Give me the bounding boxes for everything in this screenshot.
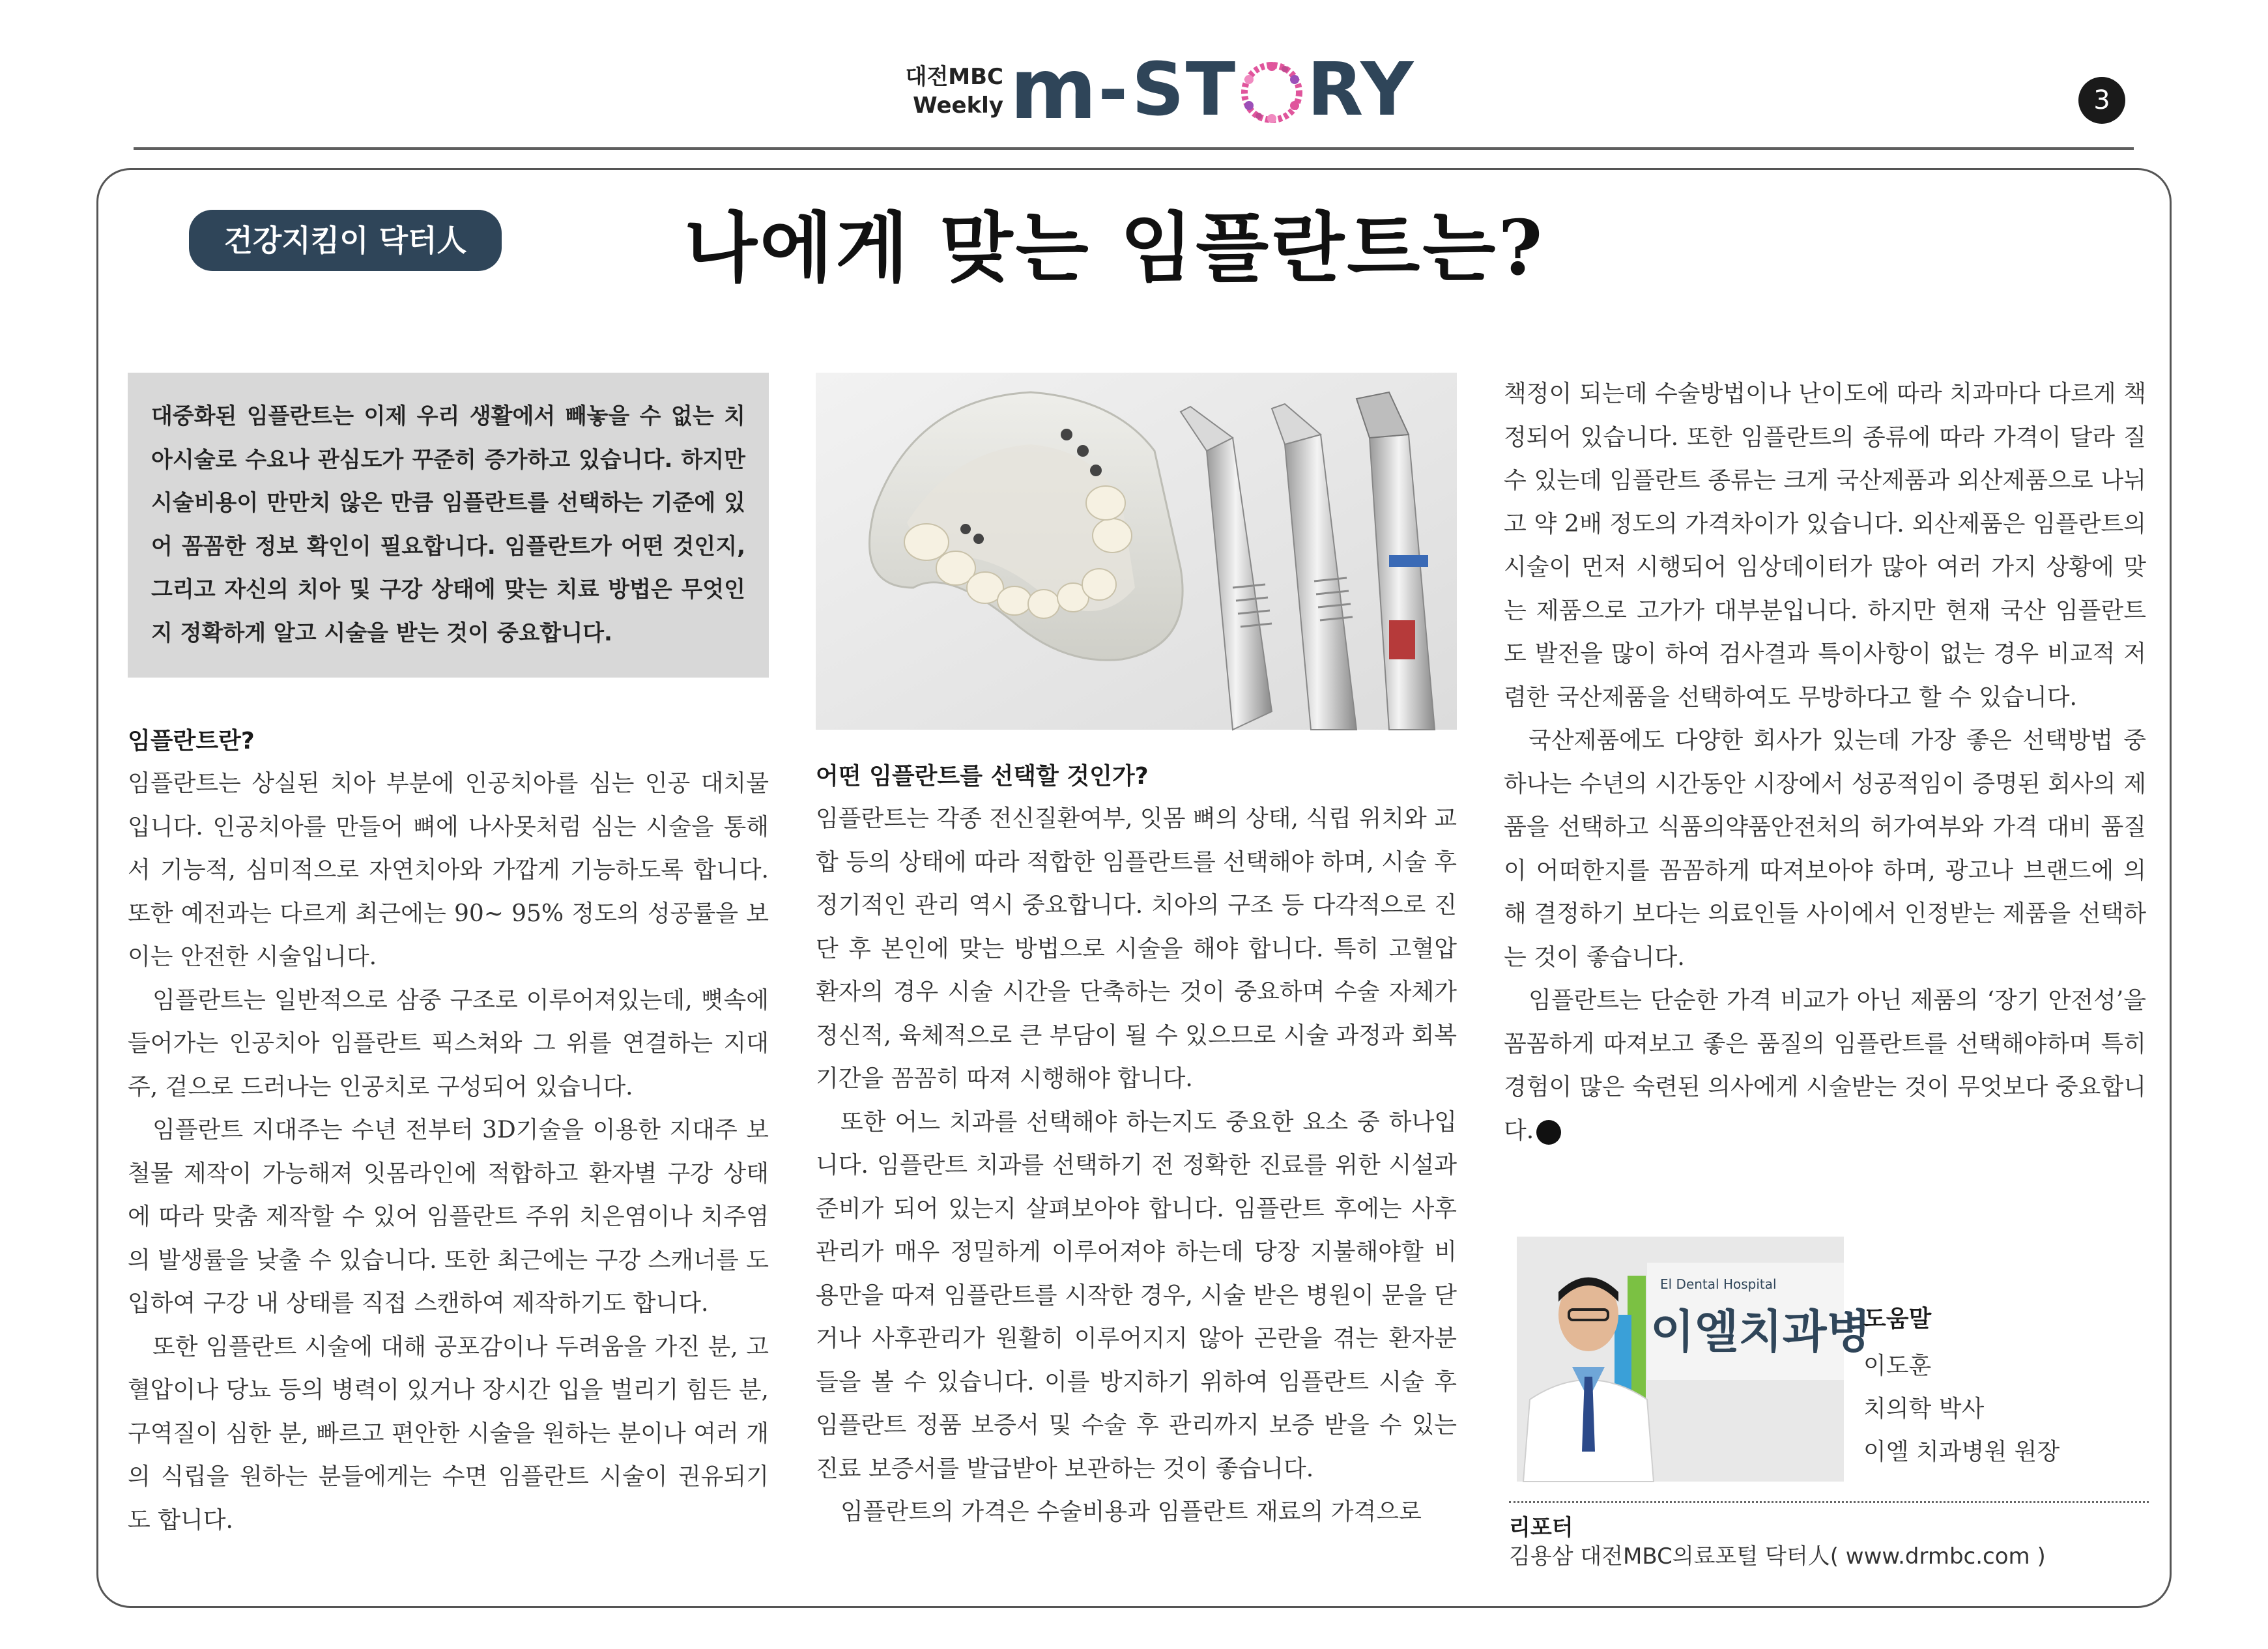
- paragraph: 또한 임플란트 시술에 대해 공포감이나 두려움을 가진 분, 고혈압이나 당뇨 등의 병력이 있거나 장시간 입을 벌리기 힘든 분, 구역질이 심한 분, 빠르고 편안한 시술을 원하는 분이나 여러 개의 식립을 원하는 분들에게는 수면 임플란트 시술이 권유되기도 합니다.: [128, 1333, 769, 1534]
- column-2: [816, 373, 1457, 1534]
- paragraph: 임플란트는 각종 전신질환여부, 잇몸 뼈의 상태, 식립 위치와 교합 등의 상태에 따라 적합한 임플란트를 선택해야 하며, 시술 후 정기적인 관리 역시 중요합니다. 치아의 구조 등 다각적으로 진단 후 본인에 맞는 방법으로 시술을 해야 합니다. 특히 고혈압 환자의 경우 시술 시간을 단축하는 것이 중요하며 수술 자체가 정신적, 육체적으로 큰 부담이 될 수 있으므로 시술 과정과 회복 기간을 꼼꼼히 따져 시행해야 합니다.: [816, 805, 1457, 1092]
- reporter-credit: 김용삼 대전MBC의료포털 닥터人( www.drmbc.com ): [1509, 1543, 2046, 1570]
- doctor-info: [1863, 1300, 2137, 1474]
- doctor-photo: [1517, 1237, 1871, 1482]
- doctor-photo-sign: 이엘치과병: [1650, 1305, 1871, 1358]
- section-badge: 건강지킴이 닥터人: [189, 210, 502, 271]
- logo-ry: RY: [1307, 48, 1415, 132]
- column-3: [1504, 373, 2146, 1153]
- page-number: 3: [2078, 77, 2125, 124]
- intro-box: 대중화된 임플란트는 이제 우리 생활에서 빼놓을 수 없는 치아시술로 수요나 관심도가 꾸준히 증가하고 있습니다. 하지만 시술비용이 만만치 않은 만큼 임플란트를 선택하는 기준에 있어 꼼꼼한 정보 확인이 필요합니다. 임플란트가 어떤 것인지, 그리고 자신의 치아 및 구강 상태에 맞는 치료 방법은 무엇인지 정확하게 알고 시술을 받는 것이 중요합니다.: [128, 373, 769, 678]
- end-mark-icon: m: [1536, 1120, 1561, 1145]
- dental-model-photo: [816, 373, 1457, 730]
- doctor-degree: 치의학 박사: [1863, 1396, 1985, 1422]
- paragraph-final-text: 임플란트는 단순한 가격 비교가 아닌 제품의 ‘장기 안전성’을 꼼꼼하게 따져보고 좋은 품질의 임플란트를 선택해야하며 특히 경험이 많은 숙련된 의사에게 시술받는 것이 무엇보다 중요합니다.: [1504, 987, 2146, 1144]
- paragraph: 임플란트는 상실된 치아 부분에 인공치아를 심는 인공 대치물입니다. 인공치아를 만들어 뼈에 나사못처럼 심는 시술을 통해서 기능적, 심미적으로 자연치아와 가깝게 기능하도록 합니다. 또한 예전과는 다르게 최근에는 90~ 95% 정도의 성공률을 보이는 안전한 시술입니다.: [128, 770, 769, 970]
- reporter-divider: [1509, 1501, 2149, 1503]
- flower-o-icon: [1239, 60, 1304, 125]
- doctor-info-label: 도움말: [1863, 1306, 1932, 1332]
- top-divider: [134, 147, 2134, 150]
- paragraph: 또한 어느 치과를 선택해야 하는지도 중요한 요소 중 하나입니다. 임플란트 치과를 선택하기 전 정확한 진료를 위한 시설과 준비가 되어 있는지 살펴보아야 합니다. 임플란트 후에는 사후관리가 매우 정밀하게 이루어져야 하는데 당장 지불해야할 비용만을 따져 임플란트를 시작한 경우, 시술 받은 병원이 문을 닫거나 사후관리가 원활히 이루어지지 않아 곤란을 겪는 환자분들을 볼 수 있습니다. 이를 방지하기 위하여 임플란트 시술 후 임플란트 정품 보증서 및 수술 후 관리까지 보증 받을 수 있는 진료 보증서를 발급받아 보관하는 것이 좋습니다.: [816, 1108, 1457, 1482]
- m-story-logo: [1010, 41, 1415, 138]
- reporter-label: 리포터: [1509, 1515, 1573, 1541]
- masthead: [886, 41, 1459, 138]
- column-1: [128, 373, 769, 1542]
- logo-dash: -: [1098, 48, 1128, 132]
- paragraph: 임플란트는 일반적으로 삼중 구조로 이루어져있는데, 뼛속에 들어가는 인공치아 임플란트 픽스쳐와 그 위를 연결하는 지대주, 겉으로 드러나는 인공치로 구성되어 있습니다.: [128, 986, 769, 1100]
- section-heading-choosing-implant: 어떤 임플란트를 선택할 것인가?: [816, 763, 1149, 790]
- logo-m: m: [1010, 41, 1095, 138]
- section-heading-what-is-implant: 임플란트란?: [128, 728, 255, 754]
- paragraph: 임플란트 지대주는 수년 전부터 3D기술을 이용한 지대주 보철물 제작이 가능해져 잇몸라인에 적합하고 환자별 구강 상태에 따라 맞춤 제작할 수 있어 임플란트 주위 치은염이나 치주염의 발생률을 낮출 수 있습니다. 또한 최근에는 구강 스캐너를 도입하여 구강 내 상태를 직접 스캔하여 제작하기도 합니다.: [128, 1117, 769, 1317]
- masthead-subtitle-line1: 대전MBC: [905, 64, 1003, 90]
- doctor-name: 이도훈: [1863, 1353, 1932, 1379]
- doctor-position: 이엘 치과병원 원장: [1863, 1439, 2060, 1465]
- paragraph: 책정이 되는데 수술방법이나 난이도에 따라 치과마다 다르게 책정되어 있습니다. 또한 임플란트의 종류에 따라 가격이 달라 질수 있는데 임플란트 종류는 크게 국산제품과 외산제품으로 나뉘고 약 2배 정도의 가격차이가 있습니다. 외산제품은 임플란트의 시술이 먼저 시행되어 임상데이터가 많아 여러 가지 상황에 맞는 제품으로 고가가 대부분입니다. 하지만 현재 국산 임플란트도 발전을 많이 하여 검사결과 특이사항이 없는 경우 비교적 저렴한 국산제품을 선택하여도 무방하다고 할 수 있습니다.: [1504, 380, 2146, 711]
- doctor-photo-sign-small: El Dental Hospital: [1660, 1276, 1777, 1292]
- paragraph: 임플란트의 가격은 수술비용과 임플란트 재료의 가격으로: [840, 1498, 1422, 1525]
- paragraph: 국산제품에도 다양한 회사가 있는데 가장 좋은 선택방법 중 하나는 수년의 시간동안 시장에서 성공적임이 증명된 회사의 제품을 선택하고 식품의약품안전처의 허가여부와 가격 대비 품질이 어떠한지를 꼼꼼하게 따져보아야 하며, 광고나 브랜드에 의해 결정하기 보다는 의료인들 사이에서 인정받는 제품을 선택하는 것이 좋습니다.: [1504, 727, 2146, 971]
- article-headline: 나에게 맞는 임플란트는?: [684, 204, 1545, 293]
- masthead-subtitle: [886, 63, 1003, 120]
- masthead-subtitle-line2: Weekly: [913, 93, 1003, 119]
- logo-st: ST: [1132, 48, 1237, 132]
- paragraph-final: [1504, 979, 2146, 1153]
